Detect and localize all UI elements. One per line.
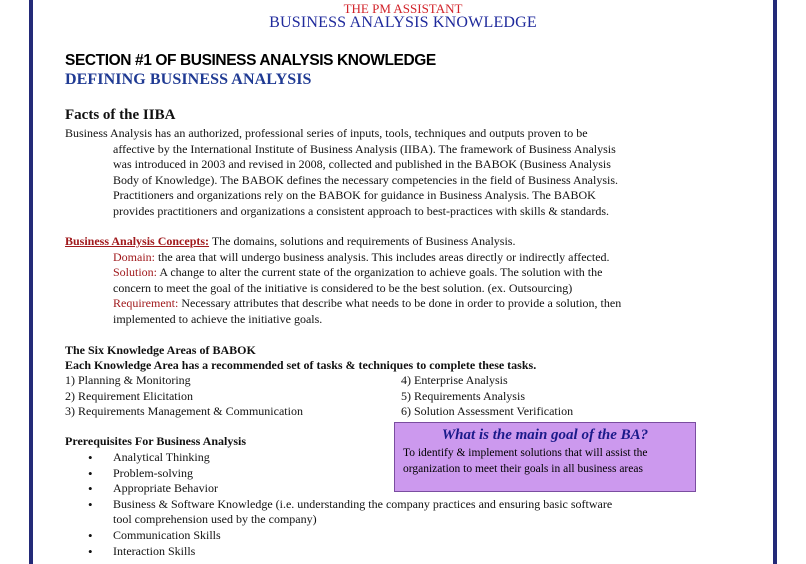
facts-paragraph-line: affective by the International Institute of Business Analysis (IIBA). The framework of Business Analysis [113,141,616,156]
section-title: SECTION #1 OF BUSINESS ANALYSIS KNOWLEDGE [65,52,436,69]
requirement-text-cont: implemented to achieve the initiative goals. [113,311,323,326]
list-item: • Communication Skills [88,528,612,544]
solution-definition [113,265,621,281]
knowledge-areas-right-list [401,373,573,420]
list-item-text-cont: tool comprehension used by the company) [113,512,317,527]
list-item: • Interaction Skills [88,544,612,560]
list-item: • Analytical Thinking [88,450,612,466]
concepts-intro-text: The domains, solutions and requirements of Business Analysis. [209,234,516,248]
requirement-definition [113,296,621,312]
knowledge-areas-subtitle: Each Knowledge Area has a recommended set of tasks & techniques to complete these tasks. [65,358,537,372]
header-title: BUSINESS ANALYSIS KNOWLEDGE [269,14,537,31]
goal-question: What is the main goal of the BA? [441,427,649,443]
list-item [88,497,612,528]
header-assistant: THE PM ASSISTANT [343,1,463,16]
requirement-text: Necessary attributes that describe what needs to be done in order to provide a solution, then [178,296,622,311]
domain-text: the area that will undergo business analysis. This includes areas directly or indirectly affected. [155,249,610,264]
facts-paragraph-line: provides practitioners and organizations a consistent approach to best-practices with skills & standards. [113,203,609,218]
knowledge-area-item: 5) Requirements Analysis [401,388,525,403]
goal-callout-box [394,422,696,492]
domain-term: Domain: [113,249,155,264]
list-item: • Appropriate Behavior [88,481,612,497]
solution-text-cont: concern to meet the goal of the initiative is considered to be the best solution. (ex. Outsourcing) [113,280,573,295]
list-item: • Problem-solving [88,466,612,482]
prerequisites-heading: Prerequisites For Business Analysis [65,434,247,448]
solution-term: Solution: [113,265,158,280]
facts-paragraph-line: Practitioners and organizations rely on the BABOK for guidance in Business Analysis. The BABOK [113,188,596,203]
facts-heading: Facts of the IIBA [65,107,176,123]
right-margin-rule [773,0,777,564]
facts-paragraph-body [113,142,618,220]
facts-paragraph-line: Business Analysis has an authorized, professional series of inputs, tools, techniques and outputs proven to be [65,126,588,140]
list-item-text: • Business & Software Knowledge (i.e. understanding the company practices and ensuring basic software [113,496,613,511]
knowledge-area-item: 4) Enterprise Analysis [401,373,508,387]
knowledge-areas-title: The Six Knowledge Areas of BABOK [65,343,256,357]
left-margin-rule [29,0,33,564]
knowledge-area-item: 6) Solution Assessment Verification [401,404,574,419]
knowledge-area-item: 1) Planning & Monitoring [65,373,191,387]
goal-answer: To identify & implement solutions that will assist the organization to meet their goals in all business areas [403,447,648,475]
knowledge-areas-left-list [65,373,303,420]
facts-paragraph-line: Body of Knowledge). The BABOK defines the necessary competencies in the field of Business Analysis. [113,172,619,187]
facts-paragraph-line: was introduced in 2003 and revised in 2008, collected and published in the BABOK (Business Analysis [113,157,611,172]
knowledge-area-item: 3) Requirements Management & Communication [65,404,303,419]
section-subtitle: DEFINING BUSINESS ANALYSIS [65,71,312,88]
solution-text: A change to alter the current state of the organization to achieve goals. The solution with the [157,265,603,280]
concepts-intro [65,234,515,250]
domain-definition [113,250,621,266]
concepts-definitions [113,250,621,328]
concepts-label: Business Analysis Concepts: [65,234,210,248]
requirement-term: Requirement: [113,296,179,311]
knowledge-area-item: 2) Requirement Elicitation [65,388,193,403]
